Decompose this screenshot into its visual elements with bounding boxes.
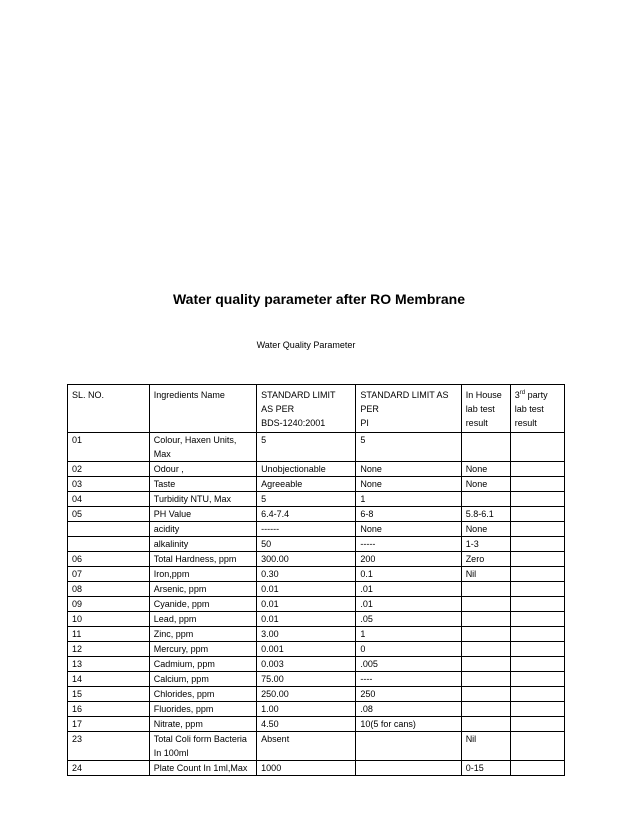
header-third-party [510, 385, 564, 433]
cell-sl-no: 03 [68, 477, 150, 492]
cell-sl-no: 01 [68, 433, 150, 462]
cell-in-house [461, 687, 510, 702]
cell-standard-pi: .01 [356, 582, 461, 597]
cell-standard-pi [356, 732, 461, 761]
table-row [68, 552, 565, 567]
cell-sl-no: 06 [68, 552, 150, 567]
header-third-party-word: party [525, 390, 548, 400]
cell-standard-bds: 0.003 [257, 657, 356, 672]
cell-standard-pi: None [356, 522, 461, 537]
cell-third-party [510, 507, 564, 522]
cell-ingredient: Total Hardness, ppm [149, 552, 256, 567]
cell-in-house: 5.8-6.1 [461, 507, 510, 522]
table-row [68, 612, 565, 627]
cell-standard-bds: ------ [257, 522, 356, 537]
cell-standard-bds: 5 [257, 492, 356, 507]
table-row [68, 582, 565, 597]
table-row [68, 627, 565, 642]
cell-third-party [510, 761, 564, 776]
cell-standard-pi [356, 761, 461, 776]
table-row [68, 717, 565, 732]
header-standard-bds-line: BDS-1240:2001 [261, 418, 326, 428]
header-in-house [461, 385, 510, 433]
cell-sl-no: 10 [68, 612, 150, 627]
table-row [68, 492, 565, 507]
document-title: Water quality parameter after RO Membrane [172, 291, 465, 307]
cell-ingredient: Cyanide, ppm [149, 597, 256, 612]
cell-in-house [461, 627, 510, 642]
cell-sl-no: 13 [68, 657, 150, 672]
cell-standard-pi: 200 [356, 552, 461, 567]
cell-ingredient: Mercury, ppm [149, 642, 256, 657]
cell-standard-bds: 300.00 [257, 552, 356, 567]
cell-in-house [461, 702, 510, 717]
cell-sl-no [68, 522, 150, 537]
cell-standard-bds: 0.01 [257, 612, 356, 627]
cell-third-party [510, 732, 564, 761]
table-row [68, 477, 565, 492]
cell-third-party [510, 627, 564, 642]
cell-standard-bds: 1.00 [257, 702, 356, 717]
table-row [68, 522, 565, 537]
cell-sl-no: 14 [68, 672, 150, 687]
cell-ingredient: Calcium, ppm [149, 672, 256, 687]
cell-third-party [510, 567, 564, 582]
cell-ingredient: Nitrate, ppm [149, 717, 256, 732]
cell-standard-pi: None [356, 477, 461, 492]
table-row [68, 642, 565, 657]
cell-standard-bds: Absent [257, 732, 356, 761]
cell-in-house [461, 582, 510, 597]
cell-ingredient: Turbidity NTU, Max [149, 492, 256, 507]
cell-third-party [510, 433, 564, 462]
table-row [68, 567, 565, 582]
header-standard-bds-line: STANDARD LIMIT [261, 390, 336, 400]
cell-sl-no: 17 [68, 717, 150, 732]
cell-sl-no: 05 [68, 507, 150, 522]
cell-standard-pi: None [356, 462, 461, 477]
cell-third-party [510, 552, 564, 567]
table-row [68, 537, 565, 552]
table-row [68, 433, 565, 462]
cell-standard-pi: .01 [356, 597, 461, 612]
header-standard-pi-line: PI [360, 418, 369, 428]
header-third-party-line: result [514, 418, 537, 428]
cell-in-house: None [461, 522, 510, 537]
cell-in-house [461, 492, 510, 507]
cell-sl-no: 07 [68, 567, 150, 582]
cell-standard-pi: .05 [356, 612, 461, 627]
cell-standard-bds: 3.00 [257, 627, 356, 642]
cell-in-house: 1-3 [461, 537, 510, 552]
table-row [68, 507, 565, 522]
cell-in-house [461, 657, 510, 672]
cell-third-party [510, 612, 564, 627]
cell-standard-pi: 5 [356, 433, 461, 462]
cell-in-house: None [461, 462, 510, 477]
cell-in-house [461, 433, 510, 462]
cell-third-party [510, 597, 564, 612]
cell-sl-no: 09 [68, 597, 150, 612]
cell-ingredient: Iron,ppm [149, 567, 256, 582]
cell-third-party [510, 672, 564, 687]
cell-in-house: None [461, 477, 510, 492]
cell-standard-bds: 0.01 [257, 582, 356, 597]
table-row [68, 761, 565, 776]
cell-standard-bds: Unobjectionable [257, 462, 356, 477]
cell-ingredient: Lead, ppm [149, 612, 256, 627]
water-quality-table [67, 384, 565, 776]
cell-in-house [461, 597, 510, 612]
cell-sl-no: 24 [68, 761, 150, 776]
cell-standard-bds: Agreeable [257, 477, 356, 492]
cell-standard-pi: ---- [356, 672, 461, 687]
cell-ingredient: Zinc, ppm [149, 627, 256, 642]
table-row [68, 462, 565, 477]
table-row [68, 657, 565, 672]
cell-third-party [510, 477, 564, 492]
cell-standard-pi: 0 [356, 642, 461, 657]
cell-sl-no: 12 [68, 642, 150, 657]
cell-sl-no: 04 [68, 492, 150, 507]
cell-standard-bds: 4.50 [257, 717, 356, 732]
cell-in-house [461, 612, 510, 627]
cell-sl-no: 08 [68, 582, 150, 597]
cell-standard-bds: 250.00 [257, 687, 356, 702]
cell-in-house: Zero [461, 552, 510, 567]
cell-standard-bds: 1000 [257, 761, 356, 776]
cell-ingredient: Total Coli form Bacteria In 100ml [149, 732, 256, 761]
header-third-party-line: lab test [514, 404, 544, 414]
cell-standard-bds: 75.00 [257, 672, 356, 687]
cell-in-house [461, 642, 510, 657]
table-row [68, 732, 565, 761]
cell-third-party [510, 687, 564, 702]
cell-sl-no: 02 [68, 462, 150, 477]
header-standard-pi [356, 385, 461, 433]
cell-third-party [510, 537, 564, 552]
header-in-house-line: result [465, 418, 488, 428]
cell-third-party [510, 702, 564, 717]
table-row [68, 702, 565, 717]
cell-ingredient: Taste [149, 477, 256, 492]
cell-standard-pi: 10(5 for cans) [356, 717, 461, 732]
header-in-house-line: In House [465, 390, 502, 400]
cell-standard-pi: 1 [356, 492, 461, 507]
cell-sl-no: 16 [68, 702, 150, 717]
header-standard-pi-line: STANDARD LIMIT AS [360, 390, 449, 400]
header-standard-bds-line: AS PER [261, 404, 295, 414]
cell-sl-no: 11 [68, 627, 150, 642]
cell-third-party [510, 657, 564, 672]
cell-sl-no [68, 537, 150, 552]
cell-in-house: 0-15 [461, 761, 510, 776]
cell-ingredient: Arsenic, ppm [149, 582, 256, 597]
header-sl-no: SL. NO. [68, 385, 150, 433]
header-ingredients-name: Ingredients Name [149, 385, 256, 433]
cell-in-house: Nil [461, 732, 510, 761]
cell-sl-no: 23 [68, 732, 150, 761]
cell-in-house [461, 672, 510, 687]
cell-third-party [510, 717, 564, 732]
cell-ingredient: alkalinity [149, 537, 256, 552]
cell-ingredient: Plate Count In 1ml,Max [149, 761, 256, 776]
cell-third-party [510, 462, 564, 477]
cell-standard-bds: 6.4-7.4 [257, 507, 356, 522]
cell-standard-pi: 6-8 [356, 507, 461, 522]
table-row [68, 597, 565, 612]
cell-ingredient: PH Value [149, 507, 256, 522]
cell-standard-pi: 1 [356, 627, 461, 642]
cell-standard-pi: .08 [356, 702, 461, 717]
table-caption: Water Quality Parameter [256, 340, 356, 350]
cell-standard-pi: .005 [356, 657, 461, 672]
cell-ingredient: acidity [149, 522, 256, 537]
cell-third-party [510, 582, 564, 597]
header-third-party-ordinal: rd [519, 390, 526, 396]
cell-ingredient: Odour , [149, 462, 256, 477]
table-row [68, 687, 565, 702]
cell-standard-bds: 50 [257, 537, 356, 552]
cell-standard-pi: 0.1 [356, 567, 461, 582]
header-third-party-line [515, 388, 560, 402]
table-row [68, 672, 565, 687]
header-third-party-number: 3 [514, 390, 520, 400]
cell-third-party [510, 522, 564, 537]
header-standard-bds [257, 385, 356, 433]
cell-sl-no: 15 [68, 687, 150, 702]
cell-standard-pi: ----- [356, 537, 461, 552]
cell-ingredient: Colour, Haxen Units, Max [149, 433, 256, 462]
cell-third-party [510, 492, 564, 507]
cell-in-house [461, 717, 510, 732]
cell-third-party [510, 642, 564, 657]
cell-in-house: Nil [461, 567, 510, 582]
cell-standard-pi: 250 [356, 687, 461, 702]
header-in-house-line: lab test [465, 404, 495, 414]
cell-standard-bds: 5 [257, 433, 356, 462]
cell-standard-bds: 0.30 [257, 567, 356, 582]
cell-ingredient: Cadmium, ppm [149, 657, 256, 672]
cell-standard-bds: 0.01 [257, 597, 356, 612]
cell-standard-bds: 0.001 [257, 642, 356, 657]
cell-ingredient: Fluorides, ppm [149, 702, 256, 717]
cell-ingredient: Chlorides, ppm [149, 687, 256, 702]
table-header-row [68, 385, 565, 433]
header-standard-pi-line: PER [360, 404, 379, 414]
